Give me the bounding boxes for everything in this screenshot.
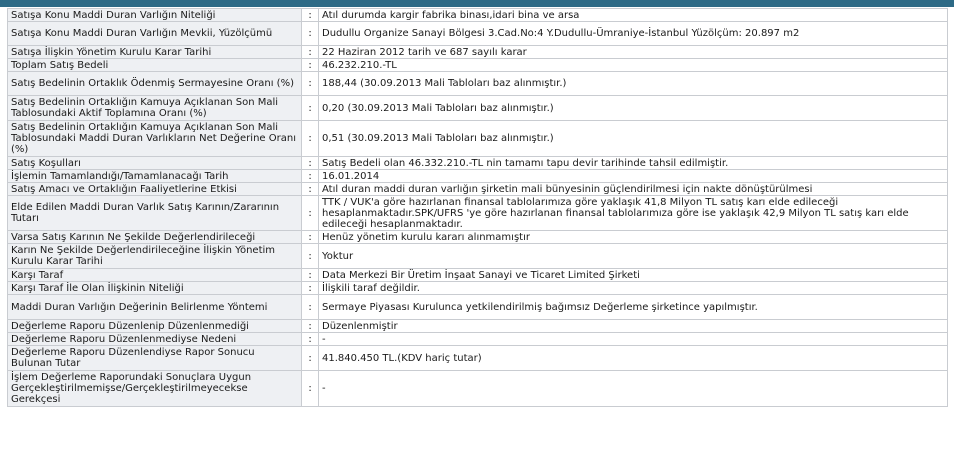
table-row xyxy=(8,9,948,22)
row-separator: : xyxy=(302,46,319,59)
row-value: Düzenlenmiştir xyxy=(319,320,948,333)
row-separator: : xyxy=(302,231,319,244)
row-value: 0,51 (30.09.2013 Mali Tabloları baz alınmıştır.) xyxy=(319,121,948,157)
table-row xyxy=(8,157,948,170)
row-label: Elde Edilen Maddi Duran Varlık Satış Karının/Zararının Tutarı xyxy=(8,196,302,231)
row-value: 46.232.210.-TL xyxy=(319,59,948,72)
row-separator: : xyxy=(302,157,319,170)
row-label: Karın Ne Şekilde Değerlendirileceğine İlişkin Yönetim Kurulu Karar Tarihi xyxy=(8,244,302,269)
table-row xyxy=(8,59,948,72)
row-separator: : xyxy=(302,346,319,371)
row-separator: : xyxy=(302,333,319,346)
row-label: İşlem Değerleme Raporundaki Sonuçlara Uygun Gerçekleştirilmemişse/Gerçekleştirilmeyecekse Gerekçesi xyxy=(8,371,302,407)
row-label: Satışa Konu Maddi Duran Varlığın Niteliği xyxy=(8,9,302,22)
row-separator: : xyxy=(302,282,319,295)
table-row xyxy=(8,121,948,157)
table-row xyxy=(8,371,948,407)
row-label: Değerleme Raporu Düzenlenip Düzenlenmediği xyxy=(8,320,302,333)
row-value: 41.840.450 TL.(KDV hariç tutar) xyxy=(319,346,948,371)
row-separator: : xyxy=(302,9,319,22)
row-value: Yoktur xyxy=(319,244,948,269)
row-value: 22 Haziran 2012 tarih ve 687 sayılı karar xyxy=(319,46,948,59)
row-value: Atıl duran maddi duran varlığın şirketin mali bünyesinin güçlendirilmesi için nakte dönüştürülmesi xyxy=(319,183,948,196)
table-row xyxy=(8,22,948,46)
top-header-bar xyxy=(0,0,954,7)
row-label: Satış Amacı ve Ortaklığın Faaliyetlerine Etkisi xyxy=(8,183,302,196)
row-value: Satış Bedeli olan 46.332.210.-TL nin tamamı tapu devir tarihinde tahsil edilmiştir. xyxy=(319,157,948,170)
table-row xyxy=(8,196,948,231)
row-separator: : xyxy=(302,320,319,333)
table-row xyxy=(8,244,948,269)
row-separator: : xyxy=(302,183,319,196)
table-row xyxy=(8,96,948,121)
row-label: İşlemin Tamamlandığı/Tamamlanacağı Tarih xyxy=(8,170,302,183)
table-row xyxy=(8,183,948,196)
row-value: Data Merkezi Bir Üretim İnşaat Sanayi ve Ticaret Limited Şirketi xyxy=(319,269,948,282)
row-label: Satış Koşulları xyxy=(8,157,302,170)
disclosure-table xyxy=(7,8,948,407)
table-row xyxy=(8,231,948,244)
row-label: Maddi Duran Varlığın Değerinin Belirlenme Yöntemi xyxy=(8,295,302,320)
row-separator: : xyxy=(302,72,319,96)
row-separator: : xyxy=(302,121,319,157)
row-value: Atıl durumda kargir fabrika binası,idari bina ve arsa xyxy=(319,9,948,22)
row-separator: : xyxy=(302,295,319,320)
row-separator: : xyxy=(302,22,319,46)
row-label: Karşı Taraf İle Olan İlişkinin Niteliği xyxy=(8,282,302,295)
table-row xyxy=(8,170,948,183)
row-separator: : xyxy=(302,371,319,407)
table-row xyxy=(8,295,948,320)
row-value: Dudullu Organize Sanayi Bölgesi 3.Cad.No:4 Y.Dudullu-Ümraniye-İstanbul Yüzölçüm: 20.897 m2 xyxy=(319,22,948,46)
row-separator: : xyxy=(302,244,319,269)
table-row xyxy=(8,346,948,371)
row-label: Toplam Satış Bedeli xyxy=(8,59,302,72)
table-row xyxy=(8,269,948,282)
row-label: Satış Bedelinin Ortaklık Ödenmiş Sermayesine Oranı (%) xyxy=(8,72,302,96)
row-separator: : xyxy=(302,196,319,231)
row-value: Sermaye Piyasası Kurulunca yetkilendirilmiş bağımsız Değerleme şirketince yapılmıştır. xyxy=(319,295,948,320)
row-value: 0,20 (30.09.2013 Mali Tabloları baz alınmıştır.) xyxy=(319,96,948,121)
row-separator: : xyxy=(302,170,319,183)
row-label: Satışa İlişkin Yönetim Kurulu Karar Tarihi xyxy=(8,46,302,59)
table-row xyxy=(8,46,948,59)
row-label: Karşı Taraf xyxy=(8,269,302,282)
row-label: Varsa Satış Karının Ne Şekilde Değerlendirileceği xyxy=(8,231,302,244)
row-separator: : xyxy=(302,59,319,72)
row-separator: : xyxy=(302,269,319,282)
row-value: 188,44 (30.09.2013 Mali Tabloları baz alınmıştır.) xyxy=(319,72,948,96)
row-label: Değerleme Raporu Düzenlenmediyse Nedeni xyxy=(8,333,302,346)
row-value: İlişkili taraf değildir. xyxy=(319,282,948,295)
row-value: - xyxy=(319,371,948,407)
row-value: 16.01.2014 xyxy=(319,170,948,183)
table-row xyxy=(8,72,948,96)
table-row xyxy=(8,320,948,333)
table-row xyxy=(8,282,948,295)
row-separator: : xyxy=(302,96,319,121)
row-label: Satışa Konu Maddi Duran Varlığın Mevkii, Yüzölçümü xyxy=(8,22,302,46)
table-row xyxy=(8,333,948,346)
row-value: Henüz yönetim kurulu kararı alınmamıştır xyxy=(319,231,948,244)
row-label: Satış Bedelinin Ortaklığın Kamuya Açıklanan Son Mali Tablosundaki Maddi Duran Varlıkların Net Değerine Oranı (%) xyxy=(8,121,302,157)
row-value: TTK / VUK'a göre hazırlanan finansal tablolarımıza göre yaklaşık 41,8 Milyon TL satış karı elde edileceği hesaplanmaktadır.SPK/UFRS 'ye göre hazırlanan finansal tablolarımıza göre ise yaklaşık 42,9 Milyon TL satış karı elde edileceği hesaplanmaktadır. xyxy=(319,196,948,231)
row-label: Değerleme Raporu Düzenlendiyse Rapor Sonucu Bulunan Tutar xyxy=(8,346,302,371)
row-label: Satış Bedelinin Ortaklığın Kamuya Açıklanan Son Mali Tablosundaki Aktif Toplamına Oranı (%) xyxy=(8,96,302,121)
row-value: - xyxy=(319,333,948,346)
